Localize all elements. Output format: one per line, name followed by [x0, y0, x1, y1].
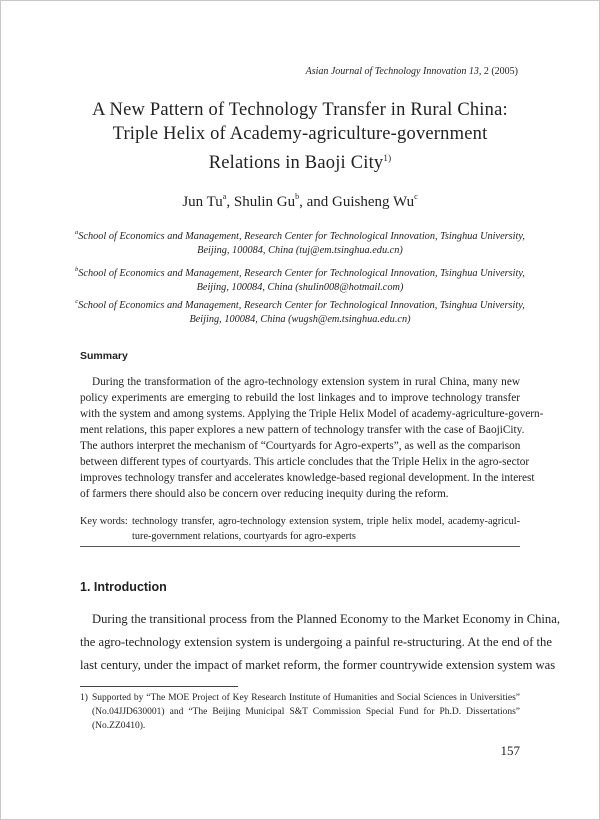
- title-line-3-text: Relations in Baoji City: [208, 153, 384, 173]
- author-name: Jun Tu: [182, 194, 223, 210]
- summary-heading: Summary: [80, 350, 128, 362]
- running-header: [306, 66, 518, 77]
- summary-line: The authors interpret the mechanism of “Courtyards for Agro-experts”, as well as the comparison: [80, 440, 521, 452]
- author-separator: ,: [226, 194, 234, 210]
- affiliation-text: School of Economics and Management, Research Center for Technological Innovation, Tsinghua University,: [78, 300, 525, 311]
- author-list: [40, 192, 560, 211]
- affiliation-c: [70, 295, 530, 327]
- introduction-paragraph: [80, 608, 560, 677]
- section-heading-introduction: 1. Introduction: [80, 580, 167, 594]
- footnote-line-2: (No.04JJD630001) and “The Beijing Municipal S&T Commission Special Fund for Ph.D. Dissertations”: [92, 707, 520, 717]
- affiliation-b: [70, 263, 530, 295]
- journal-volume: 13,: [468, 66, 482, 77]
- affiliation-text: School of Economics and Management, Research Center for Technological Innovation, Tsinghua University,: [78, 231, 525, 242]
- affiliation-mark: b: [75, 266, 79, 273]
- introduction-line: During the transitional process from the Planned Economy to the Market Economy in China,: [92, 612, 560, 626]
- footnote-number: 1): [80, 693, 88, 703]
- summary-line: between different types of courtyards. This article concludes that the Triple Helix in the agro-sector: [80, 456, 530, 468]
- summary-line: improves technology transfer and accelerates knowledge-based regional development. In the interest: [80, 472, 535, 484]
- paper-title: [40, 98, 560, 175]
- summary-line: ment relations, this paper explores a new pattern of technology transfer with the case of BaojiCity.: [80, 424, 525, 436]
- title-footnote-mark: 1): [383, 153, 392, 163]
- footnote-line-1: Supported by “The MOE Project of Key Research Institute of Humanities and Social Sciences in Universities”: [92, 693, 520, 703]
- footnote-line-3: (No.ZZ0410).: [92, 721, 146, 731]
- summary-divider: [80, 546, 520, 547]
- affiliation-line-1: [70, 226, 530, 244]
- affiliation-line-2: Beijing, 100084, China (shulin008@hotmail.com): [196, 282, 404, 293]
- summary-paragraph: [80, 374, 544, 502]
- summary-line: of farmers there should also be concern over reducing inequity during the reform.: [80, 488, 449, 500]
- summary-line: with the system and among systems. Applying the Triple Helix Model of academy-agriculture-govern-: [80, 408, 544, 420]
- affiliation-text: School of Economics and Management, Research Center for Technological Innovation, Tsinghua University,: [78, 268, 525, 279]
- summary-line: During the transformation of the agro-technology extension system in rural China, many new: [92, 376, 520, 388]
- affiliation-line-2: Beijing, 100084, China (tuj@em.tsinghua.edu.cn): [197, 245, 403, 256]
- author-name: Shulin Gu: [233, 194, 296, 210]
- introduction-line: the agro-technology extension system is undergoing a painful re-structuring. At the end of the: [80, 635, 552, 649]
- title-line-2: Triple Helix of Academy-agriculture-government: [112, 124, 488, 144]
- page-number: 157: [500, 743, 520, 758]
- author-separator: , and: [299, 194, 333, 210]
- affiliation-line-2: Beijing, 100084, China (wugsh@em.tsinghua.edu.cn): [189, 314, 411, 325]
- author-affiliation-mark: b: [295, 192, 300, 201]
- keywords-line-1: technology transfer, agro-technology extension system, triple helix model, academy-agricul-: [132, 516, 520, 527]
- author-name: Guisheng Wu: [332, 194, 415, 210]
- affiliation-a: [70, 226, 530, 258]
- keywords-line-2: ture-government relations, courtyards for agro-experts: [132, 531, 356, 542]
- author-affiliation-mark: a: [222, 192, 227, 201]
- introduction-line: last century, under the impact of market reform, the former countrywide extension system was: [80, 658, 556, 672]
- footnote-divider: [80, 686, 238, 687]
- affiliation-mark: c: [75, 298, 79, 305]
- affiliation-line-1: [70, 263, 530, 281]
- journal-issue-year: 2 (2005): [483, 66, 518, 77]
- title-line-1: A New Pattern of Technology Transfer in Rural China:: [92, 100, 508, 120]
- summary-line: policy experiments are emerging to rebuild the lost linkages and to improve technology transfer: [80, 392, 520, 404]
- journal-name: Asian Journal of Technology Innovation: [305, 66, 467, 77]
- affiliation-line-1: [70, 295, 530, 313]
- author-affiliation-mark: c: [414, 192, 418, 201]
- affiliation-mark: a: [75, 229, 79, 236]
- keywords-label: Key words:: [80, 516, 128, 527]
- title-line-3: [40, 146, 560, 175]
